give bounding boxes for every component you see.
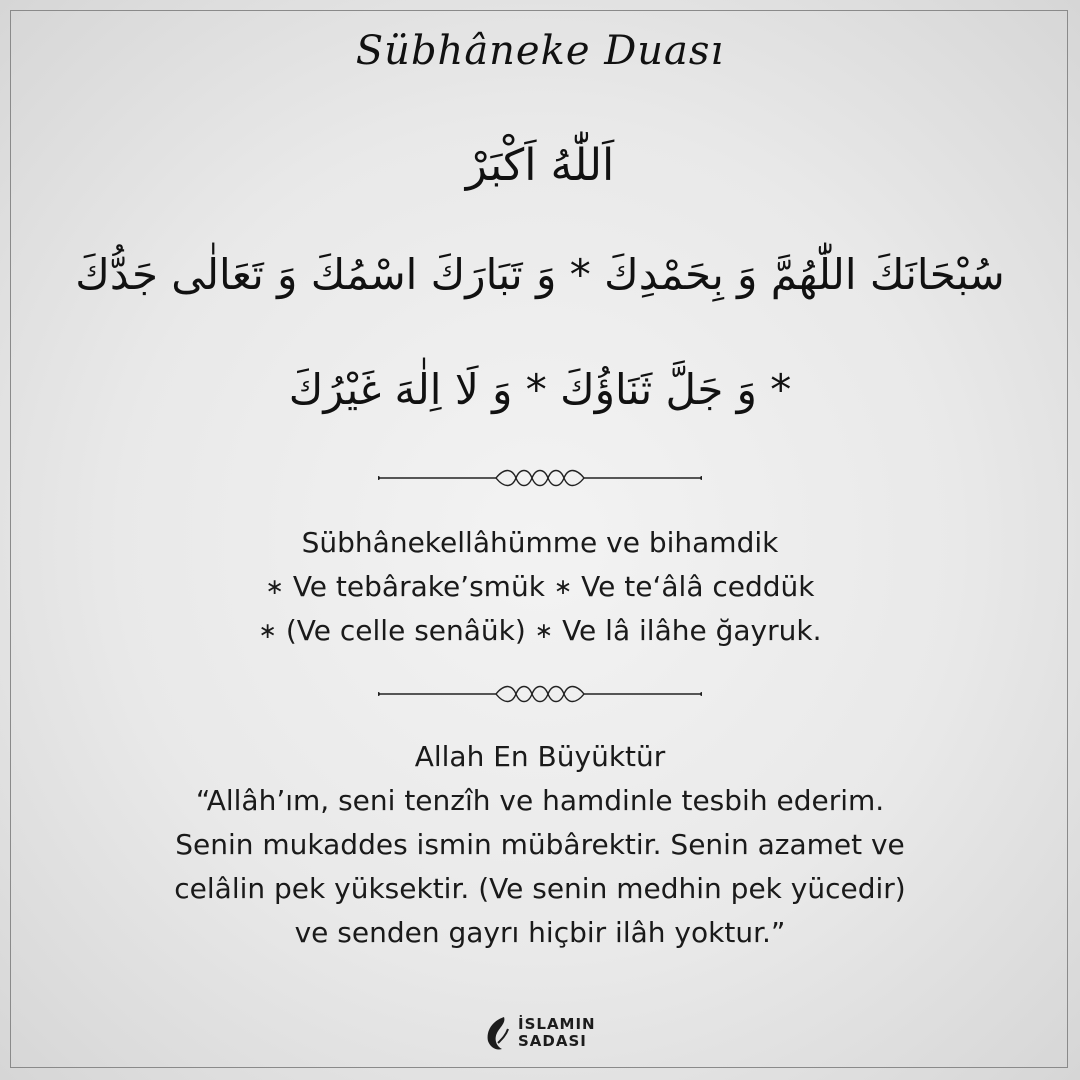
asterisk-icon: ∗ bbox=[553, 575, 573, 600]
page-title: Sübhâneke Duası bbox=[355, 28, 725, 74]
meaning-line-1: “Allâh’ım, seni tenzîh ve hamdinle tesbih ederim. bbox=[195, 784, 885, 817]
logo-line-2: SADASI bbox=[518, 1032, 587, 1050]
transliteration-text: Ve lâ ilâhe ğayruk. bbox=[562, 614, 822, 647]
ornament-divider-icon bbox=[378, 466, 702, 490]
arabic-line-2: سُبْحَانَكَ اللّٰهُمَّ وَ بِحَمْدِكَ * وَ تَبَارَكَ اسْمُكَ وَ تَعَالٰى جَدُّكَ bbox=[75, 250, 1005, 299]
transliteration-text: Sübhânekellâhümme ve bihamdik bbox=[301, 526, 779, 559]
transliteration-line-2 bbox=[0, 570, 1080, 603]
transliteration-text: (Ve celle senâük) bbox=[285, 614, 526, 647]
asterisk-icon: ∗ bbox=[534, 619, 554, 644]
arabic-line-1: اَللّٰهُ اَكْبَرْ bbox=[465, 140, 615, 191]
transliteration-line-1 bbox=[0, 526, 1080, 559]
transliteration-text: Ve te‘âlâ ceddük bbox=[581, 570, 815, 603]
quill-logo-icon bbox=[482, 1013, 512, 1053]
brand-logo bbox=[482, 1010, 596, 1056]
transliteration-text: Ve tebârake’smük bbox=[292, 570, 545, 603]
meaning-line-2: Senin mukaddes ismin mübârektir. Senin azamet ve bbox=[175, 828, 905, 861]
transliteration-line-3 bbox=[0, 614, 1080, 647]
asterisk-icon: ∗ bbox=[265, 575, 284, 600]
arabic-line-3: * وَ جَلَّ ثَنَاؤُكَ * وَ لَا اِلٰهَ غَيْرُكَ bbox=[288, 365, 792, 414]
meaning-line-3: celâlin pek yüksektir. (Ve senin medhin pek yücedir) bbox=[174, 872, 906, 905]
meaning-heading: Allah En Büyüktür bbox=[414, 740, 666, 773]
asterisk-icon: ∗ bbox=[258, 619, 277, 644]
logo-text bbox=[518, 1016, 596, 1050]
meaning-line-4: ve senden gayrı hiçbir ilâh yoktur.” bbox=[294, 916, 786, 949]
ornament-divider-icon bbox=[378, 682, 702, 706]
logo-line-1: İSLAMIN bbox=[518, 1015, 596, 1033]
